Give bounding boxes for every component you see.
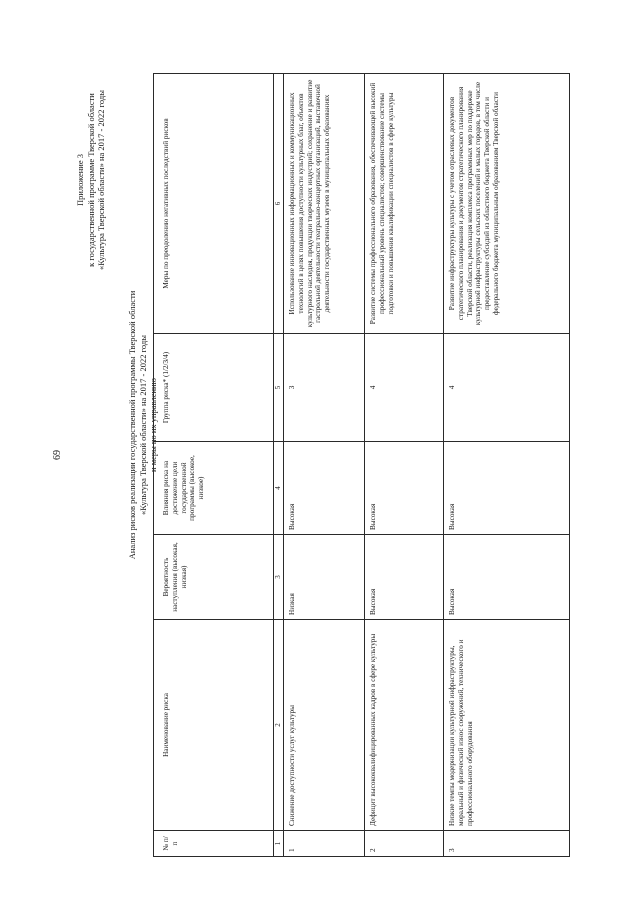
risk-name: Снижение доступности услуг культуры [284,620,365,831]
heading-line-1: Анализ рисков реализации государственной программы Тверской области [127,290,137,560]
header-impact: Влияния риска на достижение цели государственной программы (высокое, низкое) [154,442,274,535]
table-row [365,74,444,857]
risk-impact: Высокая [284,442,365,535]
heading-line-3: и меры по их управлению [148,378,158,472]
risk-name: Дефицит высококвалифицированных кадров в сфере культуры [365,620,444,831]
column-number: 5 [274,334,284,442]
risk-measures: Использование инновационных информационных и коммуникационных технологий в целях повышения доступности культурных благ, объектов культурного наследия, продукции творческих индустрий; сохранение и развитие гастрольной деятельности театрально-концертных организаций, выставочной деятельности государственных музеев в муниципальных образованиях [284,74,365,334]
risk-probability: Высокая [365,535,444,620]
risk-group: 4 [365,334,444,442]
header-measures: Меры по преодолению негативных последствий рисков [154,74,274,334]
row-number: 2 [365,831,444,857]
table-row [284,74,365,857]
risk-impact: Высокая [444,442,570,535]
risk-impact: Высокая [365,442,444,535]
risk-group: 4 [444,334,570,442]
row-number: 3 [444,831,570,857]
appendix-line-2: к государственной программе Тверской области [85,93,96,267]
header-risk-name: Наименование риска [154,620,274,831]
risk-group: 3 [284,334,365,442]
risk-measures: Развитие системы профессионального образования, обеспечивающей высокий профессиональный уровень специалистов; совершенствование системы подготовки и повышения квалификации специалистов в сфере культуры [365,74,444,334]
table-header-row [154,74,274,857]
appendix-header [75,30,107,330]
table-row [444,74,570,857]
appendix-line-1: Приложение 3 [75,154,85,206]
risk-name: Низкие темпы модернизации культурной инфраструктуры, моральный и физический износ сооружений, технического и профессионального оборудования [444,620,570,831]
risk-probability: Низкая [284,535,365,620]
page-number: 69 [52,450,63,460]
column-number: 3 [274,535,284,620]
risk-measures: Развитие инфраструктуры культуры с учетом отраслевых документов стратегического планирования и документов стратегического планирования Тверской области, реализация комплекса программных мер по поддержке культурной инфраструктуры сельских поселений и малых городов, в том числе предоставление субсидий из областного бюджета Тверской области и федерального бюджета муниципальным образованиям Тверской области [444,74,570,334]
header-probability: Вероятность наступления (высокая, низкая) [154,535,274,620]
heading-line-2: «Культура Тверской области» на 2017 - 2022 годы [137,335,148,515]
column-number: 6 [274,74,284,334]
column-number: 1 [274,831,284,857]
row-number: 1 [284,831,365,857]
header-risk-group: Группа риска* (1/2/3/4) [154,334,274,442]
header-number: № п/п [154,831,274,857]
column-number-row [274,74,284,857]
risk-table [153,73,570,857]
column-number: 4 [274,442,284,535]
appendix-line-3: «Культура Тверской области» на 2017 - 2022 годы [96,90,106,270]
risk-probability: Высокая [444,535,570,620]
column-number: 2 [274,620,284,831]
